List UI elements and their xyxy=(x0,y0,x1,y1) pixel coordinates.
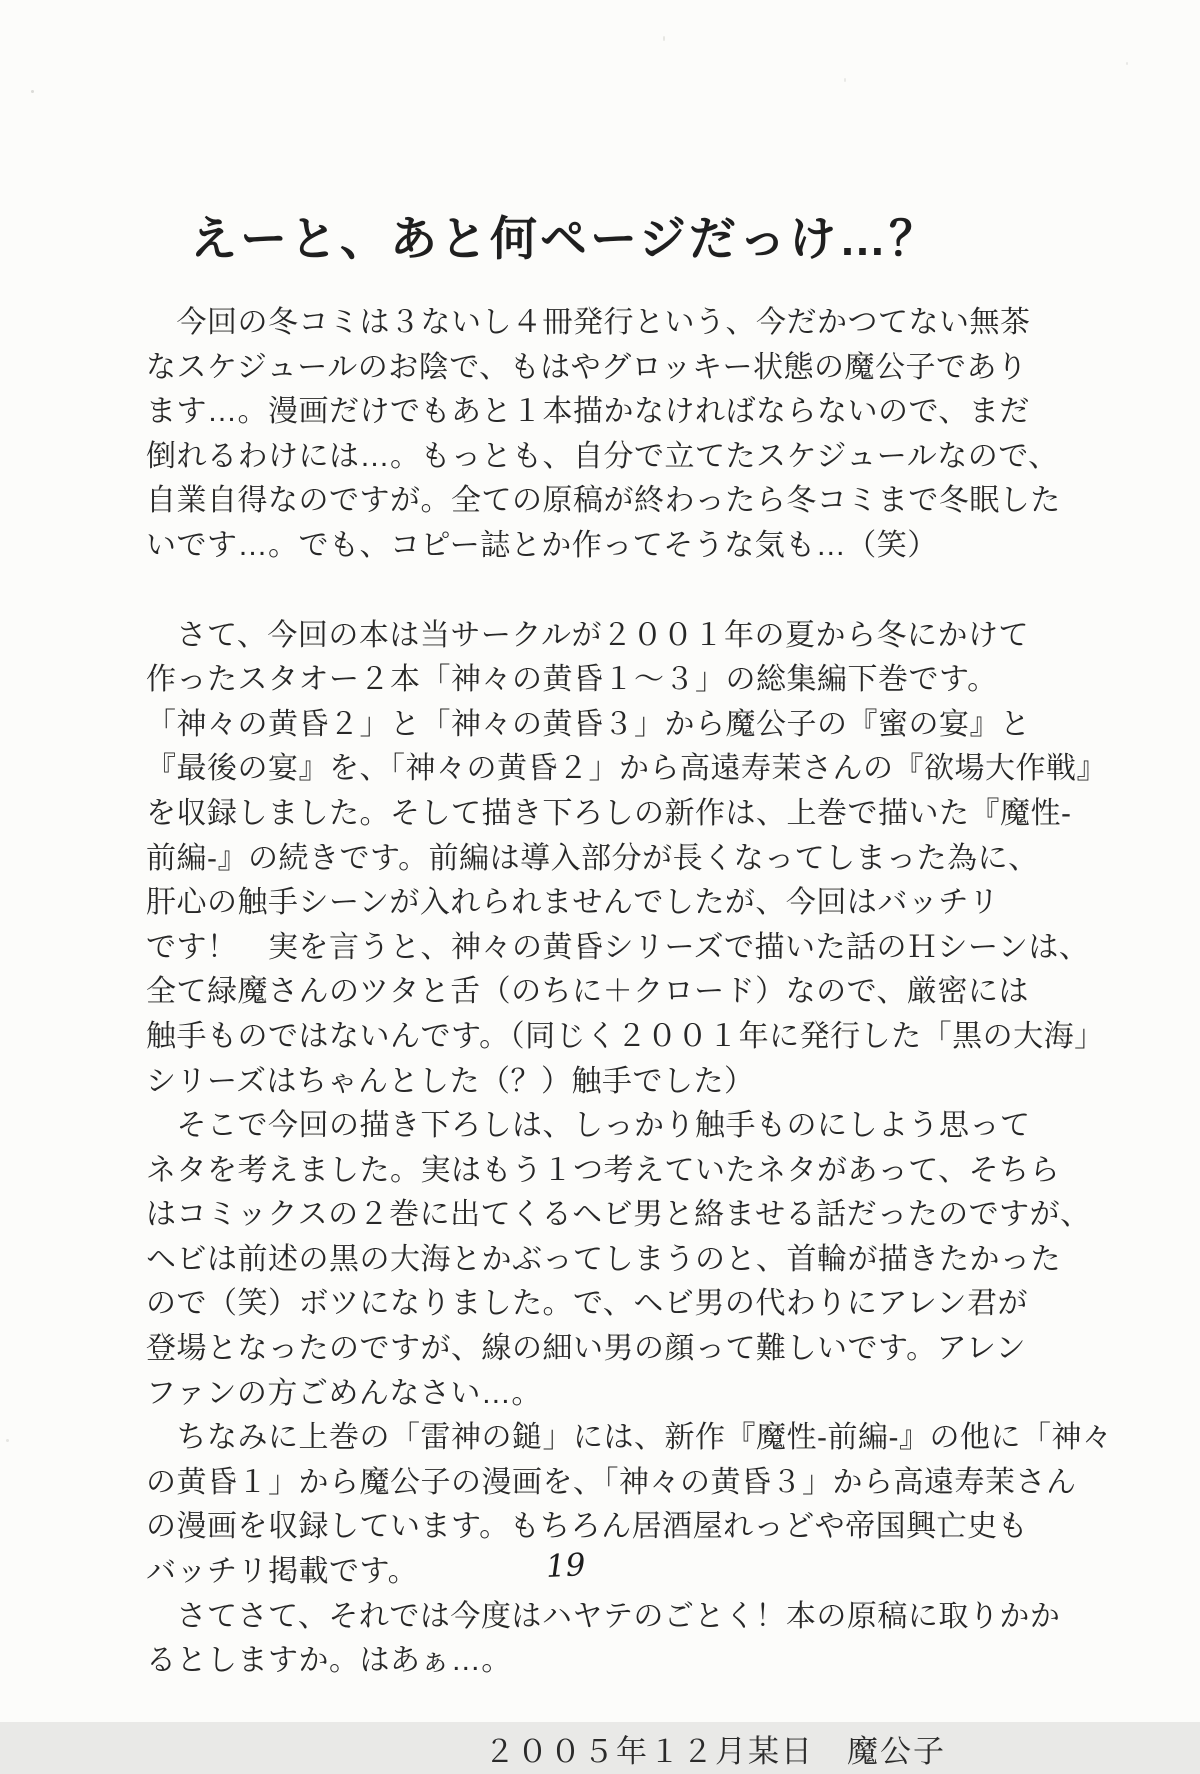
page-title: えーと、あと何ページだっけ…？ xyxy=(190,212,940,265)
text-line: 登場となったのですが、線の細い男の顔って難しいです。アレン xyxy=(146,1332,1027,1366)
text-line: ます…。漫画だけでもあと１本描かなければならないので、まだ xyxy=(146,395,1030,429)
text-line: 作ったスタオー２本「神々の黄昏１～３」の総集編下巻です。 xyxy=(146,663,998,697)
text-line: 「神々の黄昏２」と「神々の黄昏３」から魔公子の『蜜の宴』と xyxy=(146,707,1031,741)
text-line: 触手ものではないんです。（同じく２００１年に発行した「黒の大海」 xyxy=(146,1019,1105,1053)
text-line: さて、今回の本は当サークルが２００１年の夏から冬にかけて xyxy=(146,618,1029,652)
text-line: いです…。でも、コピー誌とか作ってそうな気も…（笑） xyxy=(146,528,938,562)
text-line: バッチリ掲載です。 xyxy=(146,1555,419,1589)
text-line: 全て緑魔さんのツタと舌（のちに＋クロード）なので、厳密には xyxy=(146,975,1029,1009)
paragraph-2 xyxy=(146,614,1113,1684)
text-line: 倒れるわけには…。もっとも、自分で立てたスケジュールなので、 xyxy=(146,439,1059,473)
text-line: 『最後の宴』を、「神々の黄昏２」から高遠寿茉さんの『欲場大作戦』 xyxy=(146,752,1107,786)
paragraph-1 xyxy=(146,301,1061,569)
text-line: ので（笑）ボツになりました。で、ヘビ男の代わりにアレン君が xyxy=(146,1287,1028,1321)
text-line: を収録しました。そして描き下ろしの新作は、上巻で描いた『魔性- xyxy=(146,796,1072,830)
text-line: はコミックスの２巻に出てくるヘビ男と絡ませる話だったのですが、 xyxy=(146,1198,1091,1232)
text-line: 肝心の触手シーンが入れられませんでしたが、今回はバッチリ xyxy=(146,886,1000,920)
text-line: 今回の冬コミは３ないし４冊発行という、今だかつてない無茶 xyxy=(146,306,1031,339)
text-line: の黄昏１」から魔公子の漫画を、「神々の黄昏３」から高遠寿茉さん xyxy=(146,1465,1077,1499)
text-line: なスケジュールのお陰で、もはやグロッキー状態の魔公子であり xyxy=(146,350,1028,384)
page-number: 19 xyxy=(545,1546,587,1586)
scan-speck xyxy=(31,90,34,93)
text-line: 前編-』の続きです。前編は導入部分が長くなってしまった為に、 xyxy=(146,841,1039,875)
text-line: の漫画を収録しています。もちろん居酒屋れっどや帝国興亡史も xyxy=(146,1510,1029,1544)
signature-line: ２００５年１２月某日 魔公子 xyxy=(484,1733,946,1769)
scan-speck xyxy=(6,1439,9,1442)
text-line: ちなみに上巻の「雷神の鎚」には、新作『魔性-前編-』の他に「神々 xyxy=(146,1421,1113,1455)
text-line: ネタを考えました。実はもう１つ考えていたネタがあって、そちら xyxy=(146,1153,1061,1187)
text-line: さてさて、それでは今度はハヤテのごとく！本の原稿に取りかか xyxy=(146,1599,1061,1633)
text-line: ファンの方ごめんなさい…。 xyxy=(146,1376,542,1410)
text-line: ヘビは前述の黒の大海とかぶってしまうのと、首輪が描きたかった xyxy=(146,1242,1061,1276)
text-line: そこで今回の描き下ろしは、しっかり触手ものにしよう思って xyxy=(146,1109,1031,1143)
text-line: シリーズはちゃんとした（？）触手でした） xyxy=(146,1064,755,1098)
text-line: 自業自得なのですが。全ての原稿が終わったら冬コミまで冬眠した xyxy=(146,484,1061,518)
scan-speck xyxy=(844,78,846,82)
text-line: るとしますか。はあぁ…。 xyxy=(146,1644,512,1678)
scan-speck xyxy=(1126,62,1128,65)
scan-speck xyxy=(663,36,665,41)
text-line: です！ 実を言うと、神々の黄昏シリーズで描いた話のＨシーンは、 xyxy=(146,930,1090,964)
